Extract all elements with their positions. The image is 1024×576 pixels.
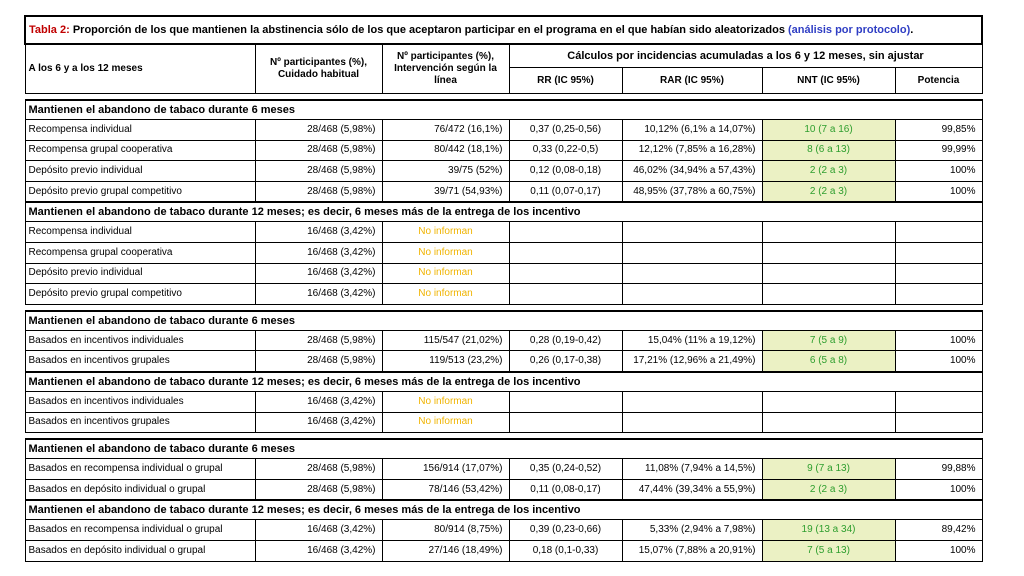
table-row: [25, 540, 982, 561]
table-row: [25, 140, 982, 161]
usual-care-cell: 16/468 (3,42%): [255, 520, 382, 541]
intervention-cell: 80/442 (18,1%): [382, 140, 509, 161]
section-row: [25, 500, 982, 520]
nnt-cell: [762, 242, 895, 263]
table-row: [25, 391, 982, 412]
rar-cell: [622, 263, 762, 284]
table-row: [25, 120, 982, 141]
usual-care-cell: 28/468 (5,98%): [255, 140, 382, 161]
table-title: [25, 16, 982, 44]
rr-cell: 0,28 (0,19-0,42): [509, 330, 622, 351]
rar-cell: [622, 222, 762, 243]
intervention-cell: No informan: [382, 263, 509, 284]
section-title: Mantienen el abandono de tabaco durante 6 meses: [25, 439, 982, 459]
usual-care-cell: 28/468 (5,98%): [255, 161, 382, 182]
usual-care-cell: 16/468 (3,42%): [255, 412, 382, 433]
usual-care-cell: 16/468 (3,42%): [255, 284, 382, 305]
power-cell: 99,88%: [895, 459, 982, 480]
table-row: [25, 412, 982, 433]
intervention-cell: 76/472 (16,1%): [382, 120, 509, 141]
usual-care-cell: 28/468 (5,98%): [255, 479, 382, 500]
power-cell: [895, 242, 982, 263]
rr-cell: [509, 412, 622, 433]
usual-care-cell: 16/468 (3,42%): [255, 222, 382, 243]
row-label: Basados en incentivos grupales: [25, 351, 255, 372]
power-cell: 100%: [895, 351, 982, 372]
rar-cell: [622, 284, 762, 305]
power-cell: 99,99%: [895, 140, 982, 161]
nnt-cell: 10 (7 a 16): [762, 120, 895, 141]
rr-cell: 0,33 (0,22-0,5): [509, 140, 622, 161]
intervention-cell: No informan: [382, 412, 509, 433]
rr-cell: 0,12 (0,08-0,18): [509, 161, 622, 182]
rr-cell: [509, 222, 622, 243]
power-cell: 100%: [895, 181, 982, 202]
nnt-cell: 9 (7 a 13): [762, 459, 895, 480]
row-label: Basados en incentivos individuales: [25, 391, 255, 412]
nnt-cell: [762, 284, 895, 305]
rr-cell: [509, 242, 622, 263]
rr-cell: 0,39 (0,23-0,66): [509, 520, 622, 541]
rar-cell: 48,95% (37,78% a 60,75%): [622, 181, 762, 202]
usual-care-cell: 16/468 (3,42%): [255, 263, 382, 284]
header-rar: RAR (IC 95%): [622, 68, 762, 94]
intervention-cell: No informan: [382, 222, 509, 243]
header-intervention: Nº participantes (%), Intervención según la línea: [382, 44, 509, 94]
nnt-cell: 19 (13 a 34): [762, 520, 895, 541]
rr-cell: [509, 391, 622, 412]
power-cell: [895, 391, 982, 412]
header-row-1: [25, 44, 982, 68]
intervention-cell: 27/146 (18,49%): [382, 540, 509, 561]
usual-care-cell: 16/468 (3,42%): [255, 242, 382, 263]
nnt-cell: [762, 391, 895, 412]
header-nnt: NNT (IC 95%): [762, 68, 895, 94]
nnt-cell: 6 (5 a 8): [762, 351, 895, 372]
title-main: Proporción de los que mantienen la abstinencia sólo de los que aceptaron participar en el programa en el que habían sido aleatorizados: [69, 24, 788, 36]
rar-cell: 10,12% (6,1% a 14,07%): [622, 120, 762, 141]
power-cell: [895, 284, 982, 305]
table-row: [25, 330, 982, 351]
rr-cell: 0,37 (0,25-0,56): [509, 120, 622, 141]
table-body: [25, 16, 982, 561]
section-row: [25, 202, 982, 222]
intervention-cell: 119/513 (23,2%): [382, 351, 509, 372]
rar-cell: [622, 391, 762, 412]
usual-care-cell: 28/468 (5,98%): [255, 120, 382, 141]
title-suffix: (análisis por protocolo): [788, 24, 911, 36]
rr-cell: [509, 284, 622, 305]
header-usual-care: Nº participantes (%), Cuidado habitual: [255, 44, 382, 94]
table-row: [25, 284, 982, 305]
power-cell: 100%: [895, 540, 982, 561]
row-label: Depósito previo individual: [25, 263, 255, 284]
section-row: [25, 372, 982, 392]
rar-cell: 15,04% (11% a 19,12%): [622, 330, 762, 351]
usual-care-cell: 28/468 (5,98%): [255, 330, 382, 351]
table-row: [25, 459, 982, 480]
table-row: [25, 520, 982, 541]
rr-cell: [509, 263, 622, 284]
table-row: [25, 263, 982, 284]
rar-cell: [622, 412, 762, 433]
row-label: Recompensa individual: [25, 222, 255, 243]
intervention-cell: No informan: [382, 284, 509, 305]
usual-care-cell: 16/468 (3,42%): [255, 540, 382, 561]
nnt-cell: [762, 222, 895, 243]
rar-cell: [622, 242, 762, 263]
table-row: [25, 161, 982, 182]
table-row: [25, 479, 982, 500]
rar-cell: 47,44% (39,34% a 55,9%): [622, 479, 762, 500]
section-title: Mantienen el abandono de tabaco durante 12 meses; es decir, 6 meses más de la entrega de los incentivo: [25, 500, 982, 520]
section-row: [25, 439, 982, 459]
power-cell: 99,85%: [895, 120, 982, 141]
rr-cell: 0,26 (0,17-0,38): [509, 351, 622, 372]
intervention-cell: 115/547 (21,02%): [382, 330, 509, 351]
power-cell: 89,42%: [895, 520, 982, 541]
nnt-cell: 8 (6 a 13): [762, 140, 895, 161]
rr-cell: 0,11 (0,07-0,17): [509, 181, 622, 202]
power-cell: 100%: [895, 161, 982, 182]
section-row: [25, 100, 982, 120]
row-label: Basados en depósito individual o grupal: [25, 479, 255, 500]
table-row: [25, 351, 982, 372]
rar-cell: 46,02% (34,94% a 57,43%): [622, 161, 762, 182]
nnt-cell: 2 (2 a 3): [762, 161, 895, 182]
row-label: Depósito previo grupal competitivo: [25, 284, 255, 305]
power-cell: 100%: [895, 479, 982, 500]
power-cell: [895, 222, 982, 243]
nnt-cell: [762, 412, 895, 433]
nnt-cell: 2 (2 a 3): [762, 181, 895, 202]
nnt-cell: 7 (5 a 9): [762, 330, 895, 351]
intervention-cell: 78/146 (53,42%): [382, 479, 509, 500]
row-label: Depósito previo grupal competitivo: [25, 181, 255, 202]
row-label: Recompensa grupal cooperativa: [25, 242, 255, 263]
rar-cell: 11,08% (7,94% a 14,5%): [622, 459, 762, 480]
power-cell: 100%: [895, 330, 982, 351]
header-calculations: Cálculos por incidencias acumuladas a los 6 y 12 meses, sin ajustar: [509, 44, 982, 68]
row-label: Basados en recompensa individual o grupal: [25, 459, 255, 480]
table-row: [25, 242, 982, 263]
rr-cell: 0,11 (0,08-0,17): [509, 479, 622, 500]
intervention-cell: 80/914 (8,75%): [382, 520, 509, 541]
row-label: Recompensa grupal cooperativa: [25, 140, 255, 161]
usual-care-cell: 28/468 (5,98%): [255, 181, 382, 202]
row-label: Basados en recompensa individual o grupal: [25, 520, 255, 541]
title-end: .: [910, 24, 914, 36]
usual-care-cell: 28/468 (5,98%): [255, 459, 382, 480]
intervention-cell: 39/75 (52%): [382, 161, 509, 182]
header-period: A los 6 y a los 12 meses: [25, 44, 255, 94]
power-cell: [895, 263, 982, 284]
section-row: [25, 311, 982, 331]
intervention-cell: 156/914 (17,07%): [382, 459, 509, 480]
nnt-cell: [762, 263, 895, 284]
rar-cell: 17,21% (12,96% a 21,49%): [622, 351, 762, 372]
title-row: [25, 16, 982, 44]
header-rr: RR (IC 95%): [509, 68, 622, 94]
title-prefix: Tabla 2:: [29, 24, 70, 36]
intervention-cell: No informan: [382, 391, 509, 412]
row-label: Basados en incentivos individuales: [25, 330, 255, 351]
section-title: Mantienen el abandono de tabaco durante 12 meses; es decir, 6 meses más de la entrega de los incentivo: [25, 372, 982, 392]
rr-cell: 0,18 (0,1-0,33): [509, 540, 622, 561]
intervention-cell: 39/71 (54,93%): [382, 181, 509, 202]
rr-cell: 0,35 (0,24-0,52): [509, 459, 622, 480]
row-label: Basados en incentivos grupales: [25, 412, 255, 433]
results-table-container: [24, 15, 981, 562]
rar-cell: 15,07% (7,88% a 20,91%): [622, 540, 762, 561]
section-title: Mantienen el abandono de tabaco durante 6 meses: [25, 311, 982, 331]
usual-care-cell: 28/468 (5,98%): [255, 351, 382, 372]
section-title: Mantienen el abandono de tabaco durante 6 meses: [25, 100, 982, 120]
power-cell: [895, 412, 982, 433]
rar-cell: 5,33% (2,94% a 7,98%): [622, 520, 762, 541]
row-label: Depósito previo individual: [25, 161, 255, 182]
rar-cell: 12,12% (7,85% a 16,28%): [622, 140, 762, 161]
table-row: [25, 222, 982, 243]
header-power: Potencia: [895, 68, 982, 94]
intervention-cell: No informan: [382, 242, 509, 263]
results-table: [24, 15, 983, 562]
nnt-cell: 2 (2 a 3): [762, 479, 895, 500]
row-label: Basados en depósito individual o grupal: [25, 540, 255, 561]
row-label: Recompensa individual: [25, 120, 255, 141]
table-row: [25, 181, 982, 202]
section-title: Mantienen el abandono de tabaco durante 12 meses; es decir, 6 meses más de la entrega de los incentivo: [25, 202, 982, 222]
usual-care-cell: 16/468 (3,42%): [255, 391, 382, 412]
nnt-cell: 7 (5 a 13): [762, 540, 895, 561]
